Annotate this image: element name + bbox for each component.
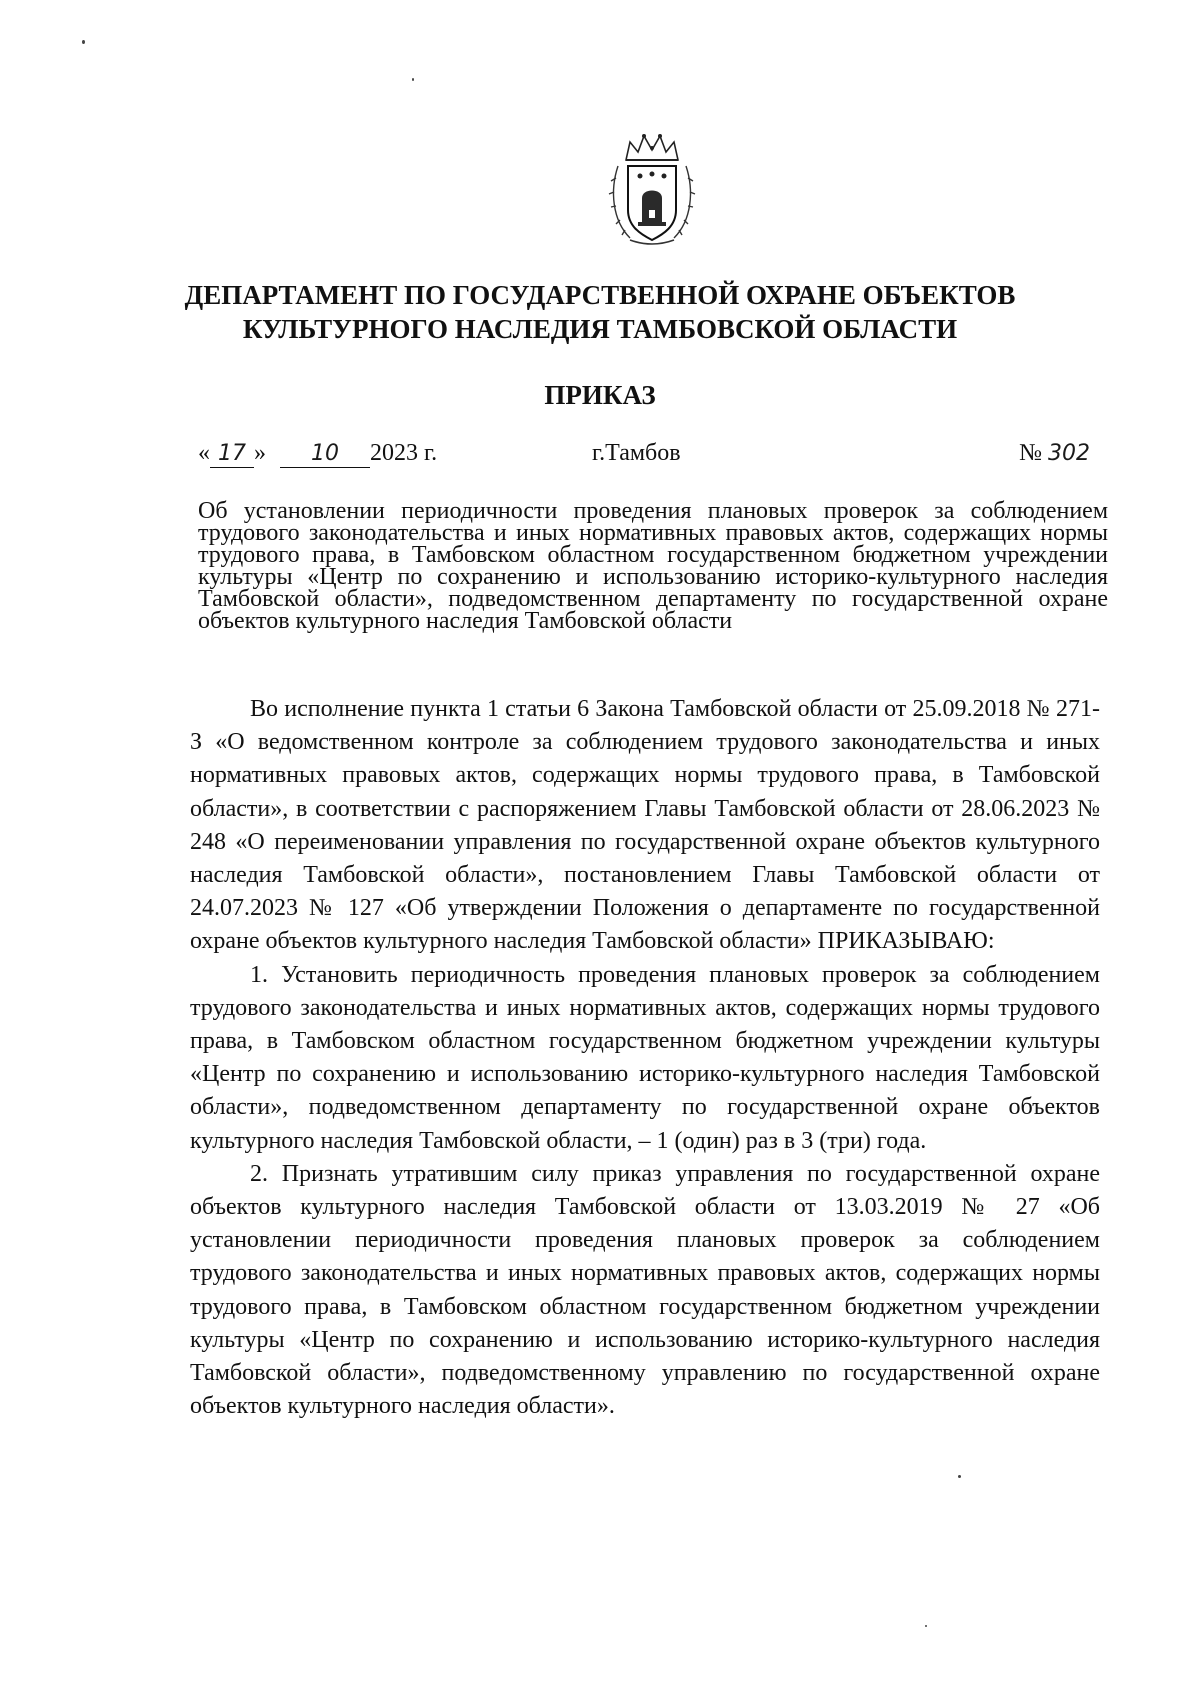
scan-speck xyxy=(958,1475,961,1478)
document-type: ПРИКАЗ xyxy=(544,380,656,410)
document-year: 2023 г. xyxy=(370,440,438,466)
order-item-2: 2. Признать утратившим силу приказ управления по государственной охране объектов культурного наследия Тамбовской области от 13.03.2019 № 27 «Об установлении периодичности проведения плановых проверок за соблюдением трудового законодательства и иных нормативных правовых актов, содержащих нормы трудового права, в Тамбовском областном государственном бюджетном учреждении культуры «Центр по сохранению и использованию историко-культурного наследия Тамбовской области», подведомственному управлению по государственной охране объектов культурного наследия области». xyxy=(190,1160,1100,1420)
scan-speck xyxy=(925,1625,927,1627)
organization-name: ДЕПАРТАМЕНТ ПО ГОСУДАРСТВЕННОЙ ОХРАНЕ ОБЪЕКТОВ КУЛЬТУРНОГО НАСЛЕДИЯ ТАМБОВСКОЙ ОБЛАСТИ xyxy=(184,280,1016,344)
document-number xyxy=(1019,436,1118,470)
preamble-paragraph: Во исполнение пункта 1 статьи 6 Закона Тамбовской области от 25.09.2018 № 271-З «О ведомственном контроле за соблюдением трудового законодательства и иных нормативных правовых актов, содержащих нормы трудового права, в Тамбовской области», в соответствии с распоряжением Главы Тамбовской области от 28.06.2023 № 248 «О переименовании управления по государственной охране объектов культурного наследия Тамбовской области», постановлением Главы Тамбовской области от 24.07.2023 № 127 «Об утверждении Положения о департаменте по государственной охране объектов культурного наследия Тамбовской области» ПРИКАЗЫВАЮ: xyxy=(190,696,1100,955)
document-body xyxy=(190,693,1100,1423)
handwritten-number: 302 xyxy=(1048,441,1090,466)
scan-speck xyxy=(412,78,414,81)
order-item-1: 1. Установить периодичность проведения плановых проверок за соблюдением трудового законодательства и иных нормативных актов, содержащих нормы трудового права, в Тамбовском областном государственном бюджетном учреждении культуры «Центр по сохранению и использованию историко-культурного наследия Тамбовской области», подведомственном департаменту по государственной охране объектов культурного наследия Тамбовской области, – 1 (один) раз в 3 (три) года. xyxy=(190,961,1100,1154)
document-city: г.Тамбов xyxy=(592,440,681,466)
handwritten-day: 17 xyxy=(210,441,254,468)
tambov-coat-of-arms-icon xyxy=(608,130,696,248)
document-subject: Об установлении периодичности проведения плановых проверок за соблюдением трудового законодательства и иных нормативных правовых актов, содержащих нормы трудового права, в Тамбовском областном государственном бюджетном учреждении культуры «Центр по сохранению и использованию историко-культурного наследия Тамбовской области», подведомственном департаменту по государственной охране объектов культурного наследия Тамбовской области xyxy=(198,498,1108,634)
date-line xyxy=(198,436,1118,470)
number-label: № xyxy=(1019,440,1042,466)
handwritten-month: 10 xyxy=(280,441,370,468)
scan-speck xyxy=(82,40,85,44)
document-date: « 17 » 10 2023 г. xyxy=(198,440,438,466)
